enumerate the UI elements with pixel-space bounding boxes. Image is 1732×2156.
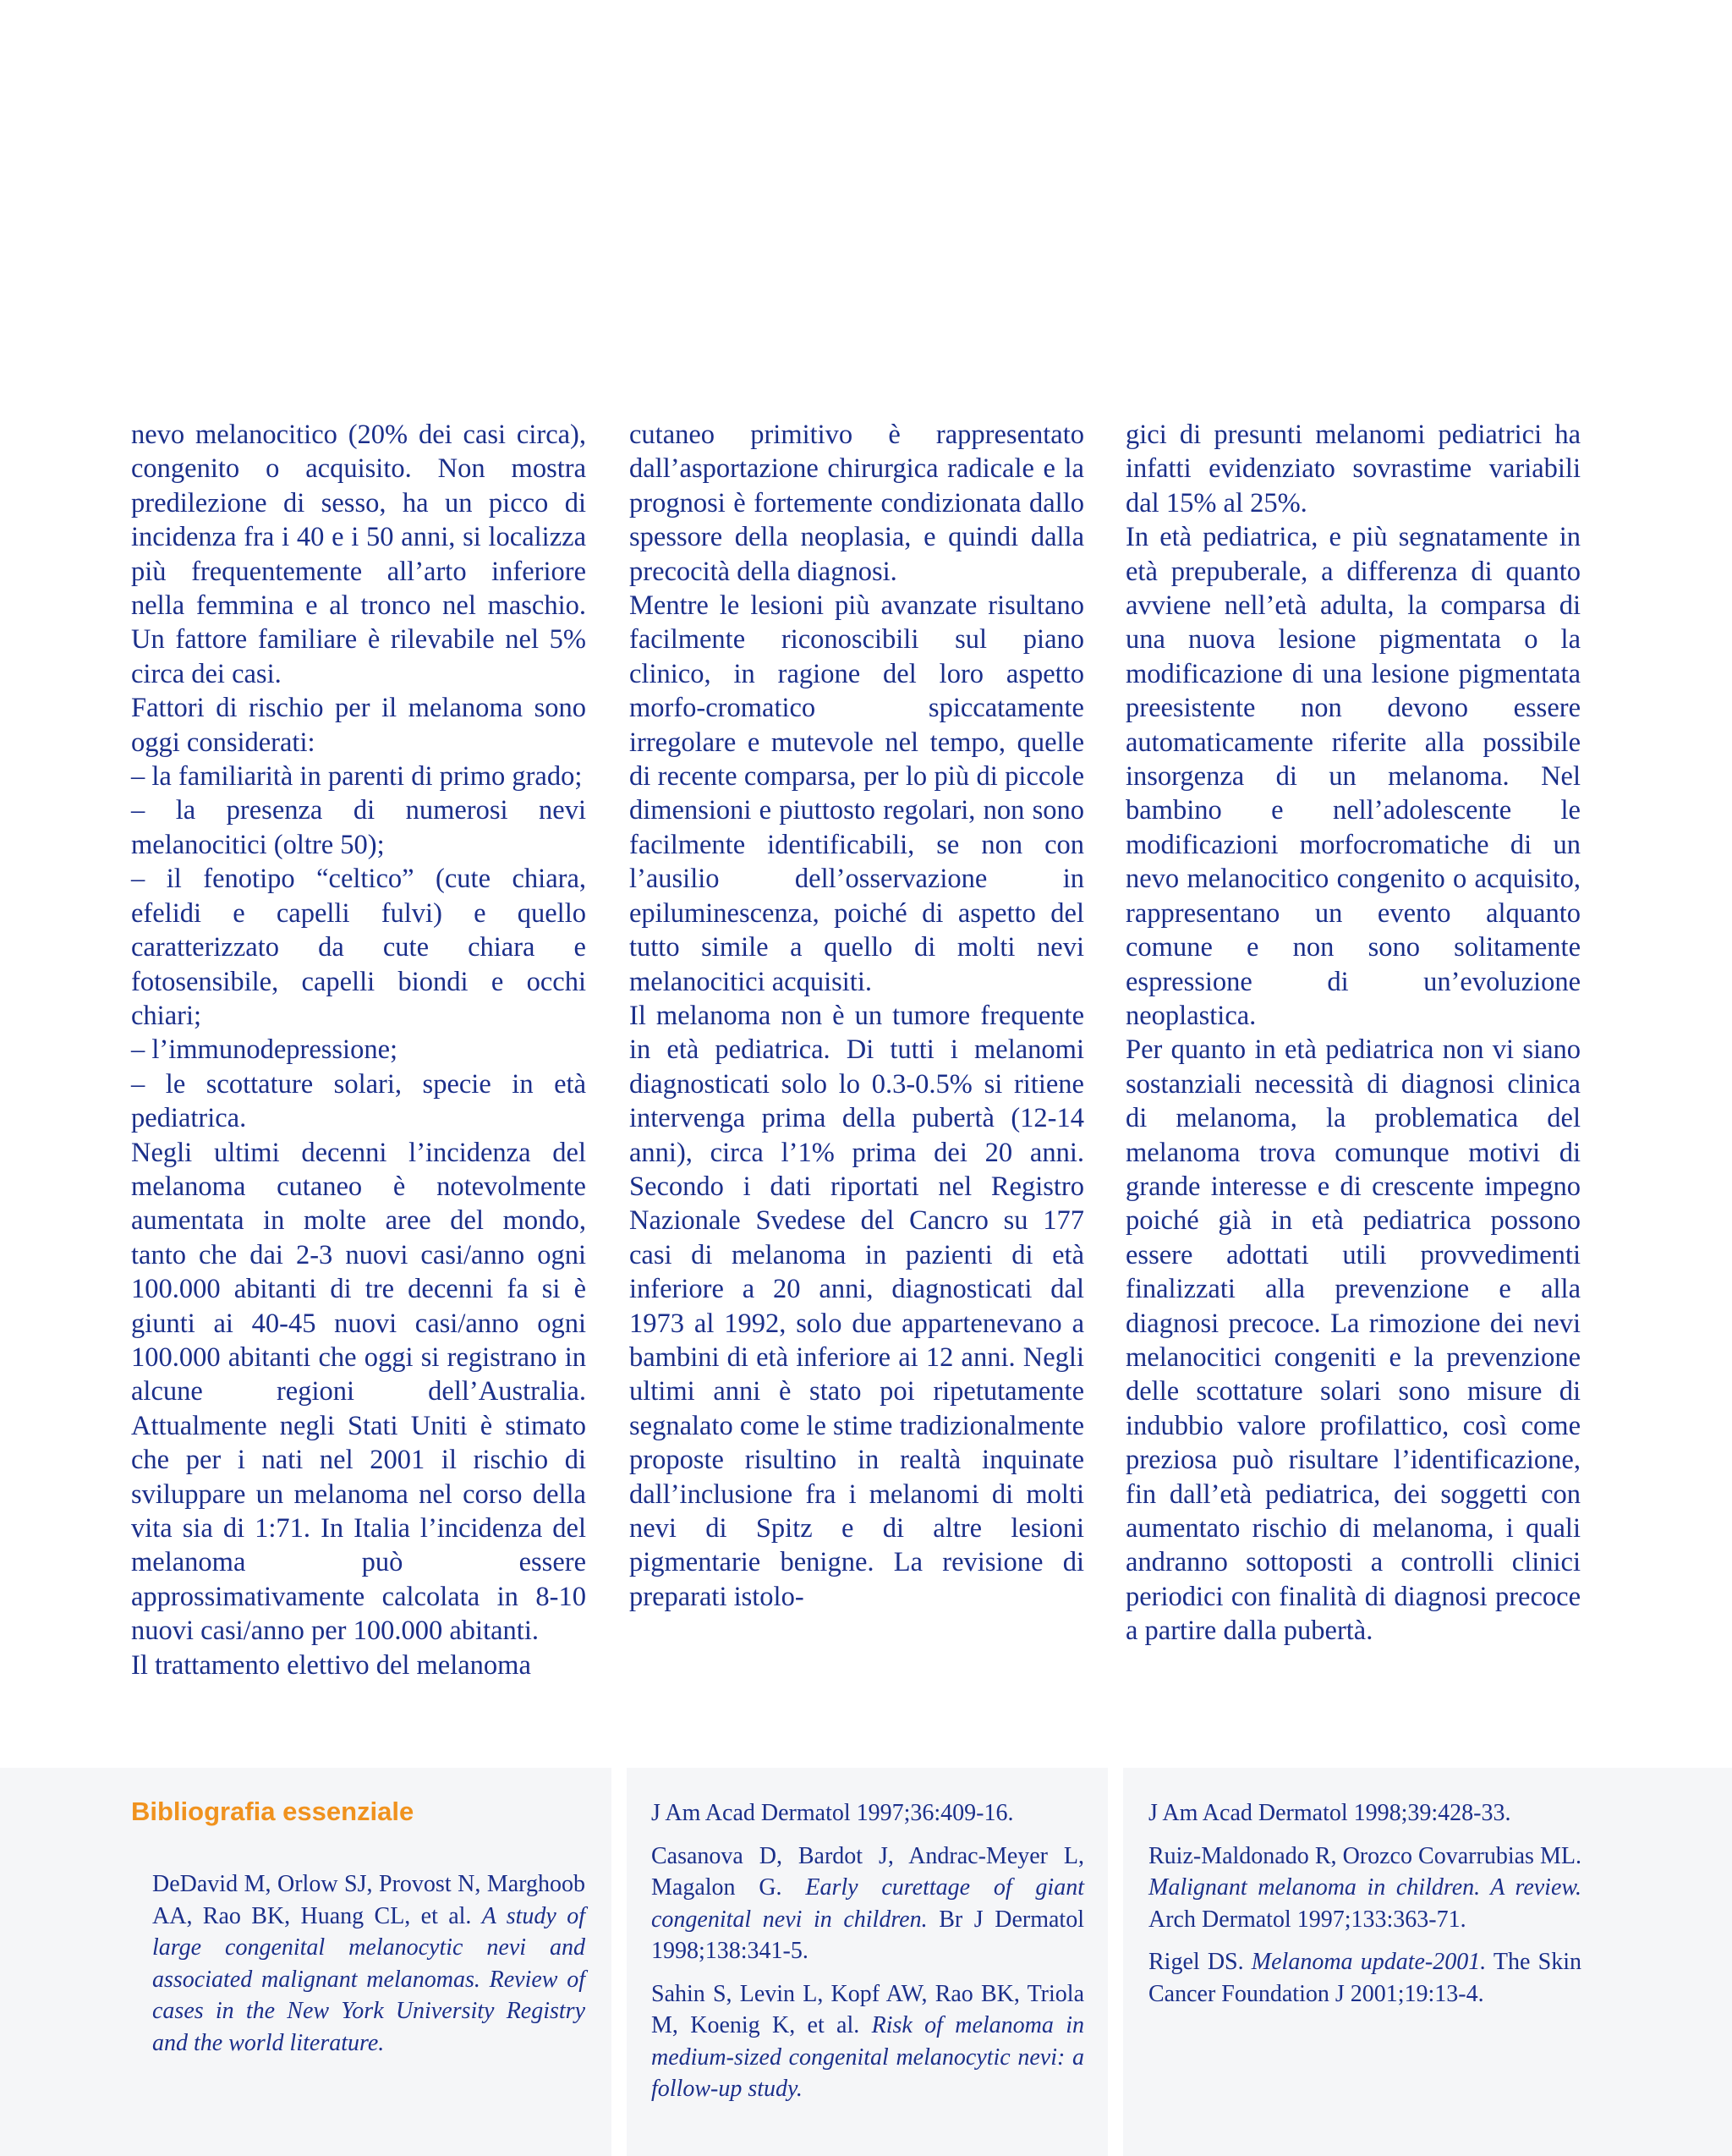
reference-continued: J Am Acad Dermatol 1998;39:428-33. (1148, 1800, 1511, 1826)
reference (1148, 1841, 1581, 1936)
reference (651, 1841, 1084, 1967)
paragraph: Fattori di rischio per il melanoma sono oggi considerati: (131, 693, 586, 758)
paragraph: Il melanoma non è un tumore frequente in età pediatrica. Di tutti i melanomi diagnosticati solo lo 0.3-0.5% si ritiene intervenga prima della pubertà (12-14 anni), circa l’1% prima dei 20 anni. Secondo i dati riportati nel Registro Nazionale Svedese del Cancro su 177 casi di melanoma in pazienti di età inferiore a 20 anni, diagnosticati dal 1973 al 1992, solo due appartenevano a bambini di età inferiore ai 12 anni. Negli ultimi anni è stato poi ripetutamente segnalato come le stime tradizionalmente proposte risultino in realtà inquinate dall’inclusione fra i melanomi di molti nevi di Spitz e di altre lesioni pigmentarie benigne. La revisione di preparati istolo- (629, 1000, 1084, 1612)
reference-source: The Skin Cancer Foundation J 2001;19:13-4. (1148, 1949, 1581, 2007)
paragraph: cutaneo primitivo è rappresentato dall’asportazione chirurgica radicale e la prognosi è fortemente condizionata dallo spessore della neoplasia, e quindi dalla precocità della diagnosi. (629, 420, 1084, 587)
reference-title: Melanoma update-2001. (1251, 1949, 1487, 1975)
paragraph: gici di presunti melanomi pediatrici ha infatti evidenziato sovrastime variabili dal 15% al 25%. (1126, 420, 1581, 518)
text-column-3 (1126, 418, 1581, 1649)
reference-source: Br J Dermatol 1998;138:341-5. (651, 1906, 1084, 1964)
paragraph: nevo melanocitico (20% dei casi circa), congenito o acquisito. Non mostra predilezione di sesso, ha un picco di incidenza fra i 40 e i 50 anni, si localizza più frequentemente all’arto inferiore nella femmina e al tronco nel maschio. Un fattore familiare è rilevabile nel 5% circa dei casi. (131, 420, 586, 689)
bibliography-column-2 (651, 1797, 1084, 2116)
text-column-2 (629, 418, 1084, 1614)
reference-authors: Rigel DS. (1148, 1949, 1244, 1975)
list-item: – le scottature solari, specie in età pediatrica. (131, 1068, 586, 1134)
reference-authors: Ruiz-Maldonado R, Orozco Covarrubias ML. (1148, 1842, 1581, 1869)
reference-title: Risk of melanoma in medium-sized congenital melanocytic nevi: a follow-up study. (651, 2012, 1084, 2102)
bibliography-heading: Bibliografia essenziale (131, 1797, 414, 1826)
paragraph: Negli ultimi decenni l’incidenza del melanoma cutaneo è notevolmente aumentata in molte aree del mondo, tanto che dai 2-3 nuovi casi/anno ogni 100.000 abitanti di tre decenni fa si è giunti ai 40-45 nuovi casi/anno ogni 100.000 abitanti che oggi si registrano in alcune regioni dell’Australia. Attualmente negli Stati Uniti è stimato che per i nati nel 2001 il rischio di sviluppare un melanoma nel corso della vita sia di 1:71. In Italia l’incidenza del melanoma può essere approssimativamente calcolata in 8-10 nuovi casi/anno per 100.000 abitanti. (131, 1137, 586, 1647)
reference (1148, 1946, 1581, 2010)
reference-title: Early curettage of giant congenital nevi in children. (651, 1874, 1084, 1933)
reference-authors: Casanova D, Bardot J, Andrac-Meyer L, Magalon G. (651, 1842, 1084, 1901)
paragraph: In età pediatrica, e più segnatamente in età prepuberale, a differenza di quanto avviene nell’età adulta, la comparsa di una nuova lesione pigmentata o la modificazione di una lesione pigmentata preesistente non devono essere automaticamente riferite alla possibile insorgenza di un melanoma. Nel bambino e nell’adolescente le modificazioni morfocromatiche di un nevo melanocitico congenito o acquisito, rappresentano un evento alquanto comune e non sono solitamente espressione di un’evoluzione neoplastica. (1126, 522, 1581, 1031)
list-item: – la presenza di numerosi nevi melanocitici (oltre 50); (131, 795, 586, 860)
paragraph: Per quanto in età pediatrica non vi siano sostanziali necessità di diagnosi clinica di melanoma, la problematica del melanoma trova comunque motivi di grande interesse e di crescente impegno poiché già in età pediatrica possono essere adottati utili provvedimenti finalizzati alla prevenzione e alla diagnosi precoce. La rimozione dei nevi melanocitici congeniti e la prevenzione delle scottature solari sono misure di indubbio valore profilattico, così come preziosa può risultare l’identificazione, fin dall’età pediatrica, dei soggetti con aumentato rischio di melanoma, i quali andranno sottoposti a controlli clinici periodici con finalità di diagnosi precoce a partire dalla pubertà. (1126, 1034, 1581, 1647)
bibliography-column-3 (1148, 1797, 1581, 2021)
list-item: – il fenotipo “celtico” (cute chiara, efelidi e capelli fulvi) e quello caratterizzato da cute chiara e fotosensibile, capelli biondi e occhi chiari; (131, 864, 586, 1031)
band-gutter (1108, 1768, 1123, 2156)
paragraph: Il trattamento elettivo del melanoma (131, 1649, 531, 1681)
reference (651, 1978, 1084, 2105)
reference (152, 1868, 585, 2059)
list-item: – la familiarità in parenti di primo grado; (131, 761, 583, 793)
text-column-1 (131, 418, 586, 1682)
reference-title: A study of large congenital melanocytic nevi and associated malignant melanomas. Review of cases in the New York University Registry and the world literature. (152, 1902, 585, 2056)
reference-continued: J Am Acad Dermatol 1997;36:409-16. (651, 1800, 1014, 1826)
paragraph: Mentre le lesioni più avanzate risultano facilmente riconoscibili sul piano clinico, in ragione del loro aspetto morfo-cromatico spiccatamente irregolare e mutevole nel tempo, quelle di recente comparsa, per lo più di piccole dimensioni e piuttosto regolari, non sono facilmente identificabili, se non con l’ausilio dell’osservazione in epiluminescenza, poiché di aspetto del tutto simile a quello di molti nevi melanocitici acquisiti. (629, 590, 1084, 997)
list-item: – l’immunodepressione; (131, 1034, 398, 1066)
reference-source: Arch Dermatol 1997;133:363-71. (1148, 1906, 1466, 1933)
reference-authors: DeDavid M, Orlow SJ, Provost N, Marghoob AA, Rao BK, Huang CL, et al. (152, 1871, 585, 1929)
reference-authors: Sahin S, Levin L, Kopf AW, Rao BK, Triola M, Koenig K, et al. (651, 1980, 1084, 2038)
reference-title: Malignant melanoma in children. A review. (1148, 1874, 1581, 1901)
band-gutter (611, 1768, 627, 2156)
bibliography-column-1 (152, 1868, 585, 2070)
